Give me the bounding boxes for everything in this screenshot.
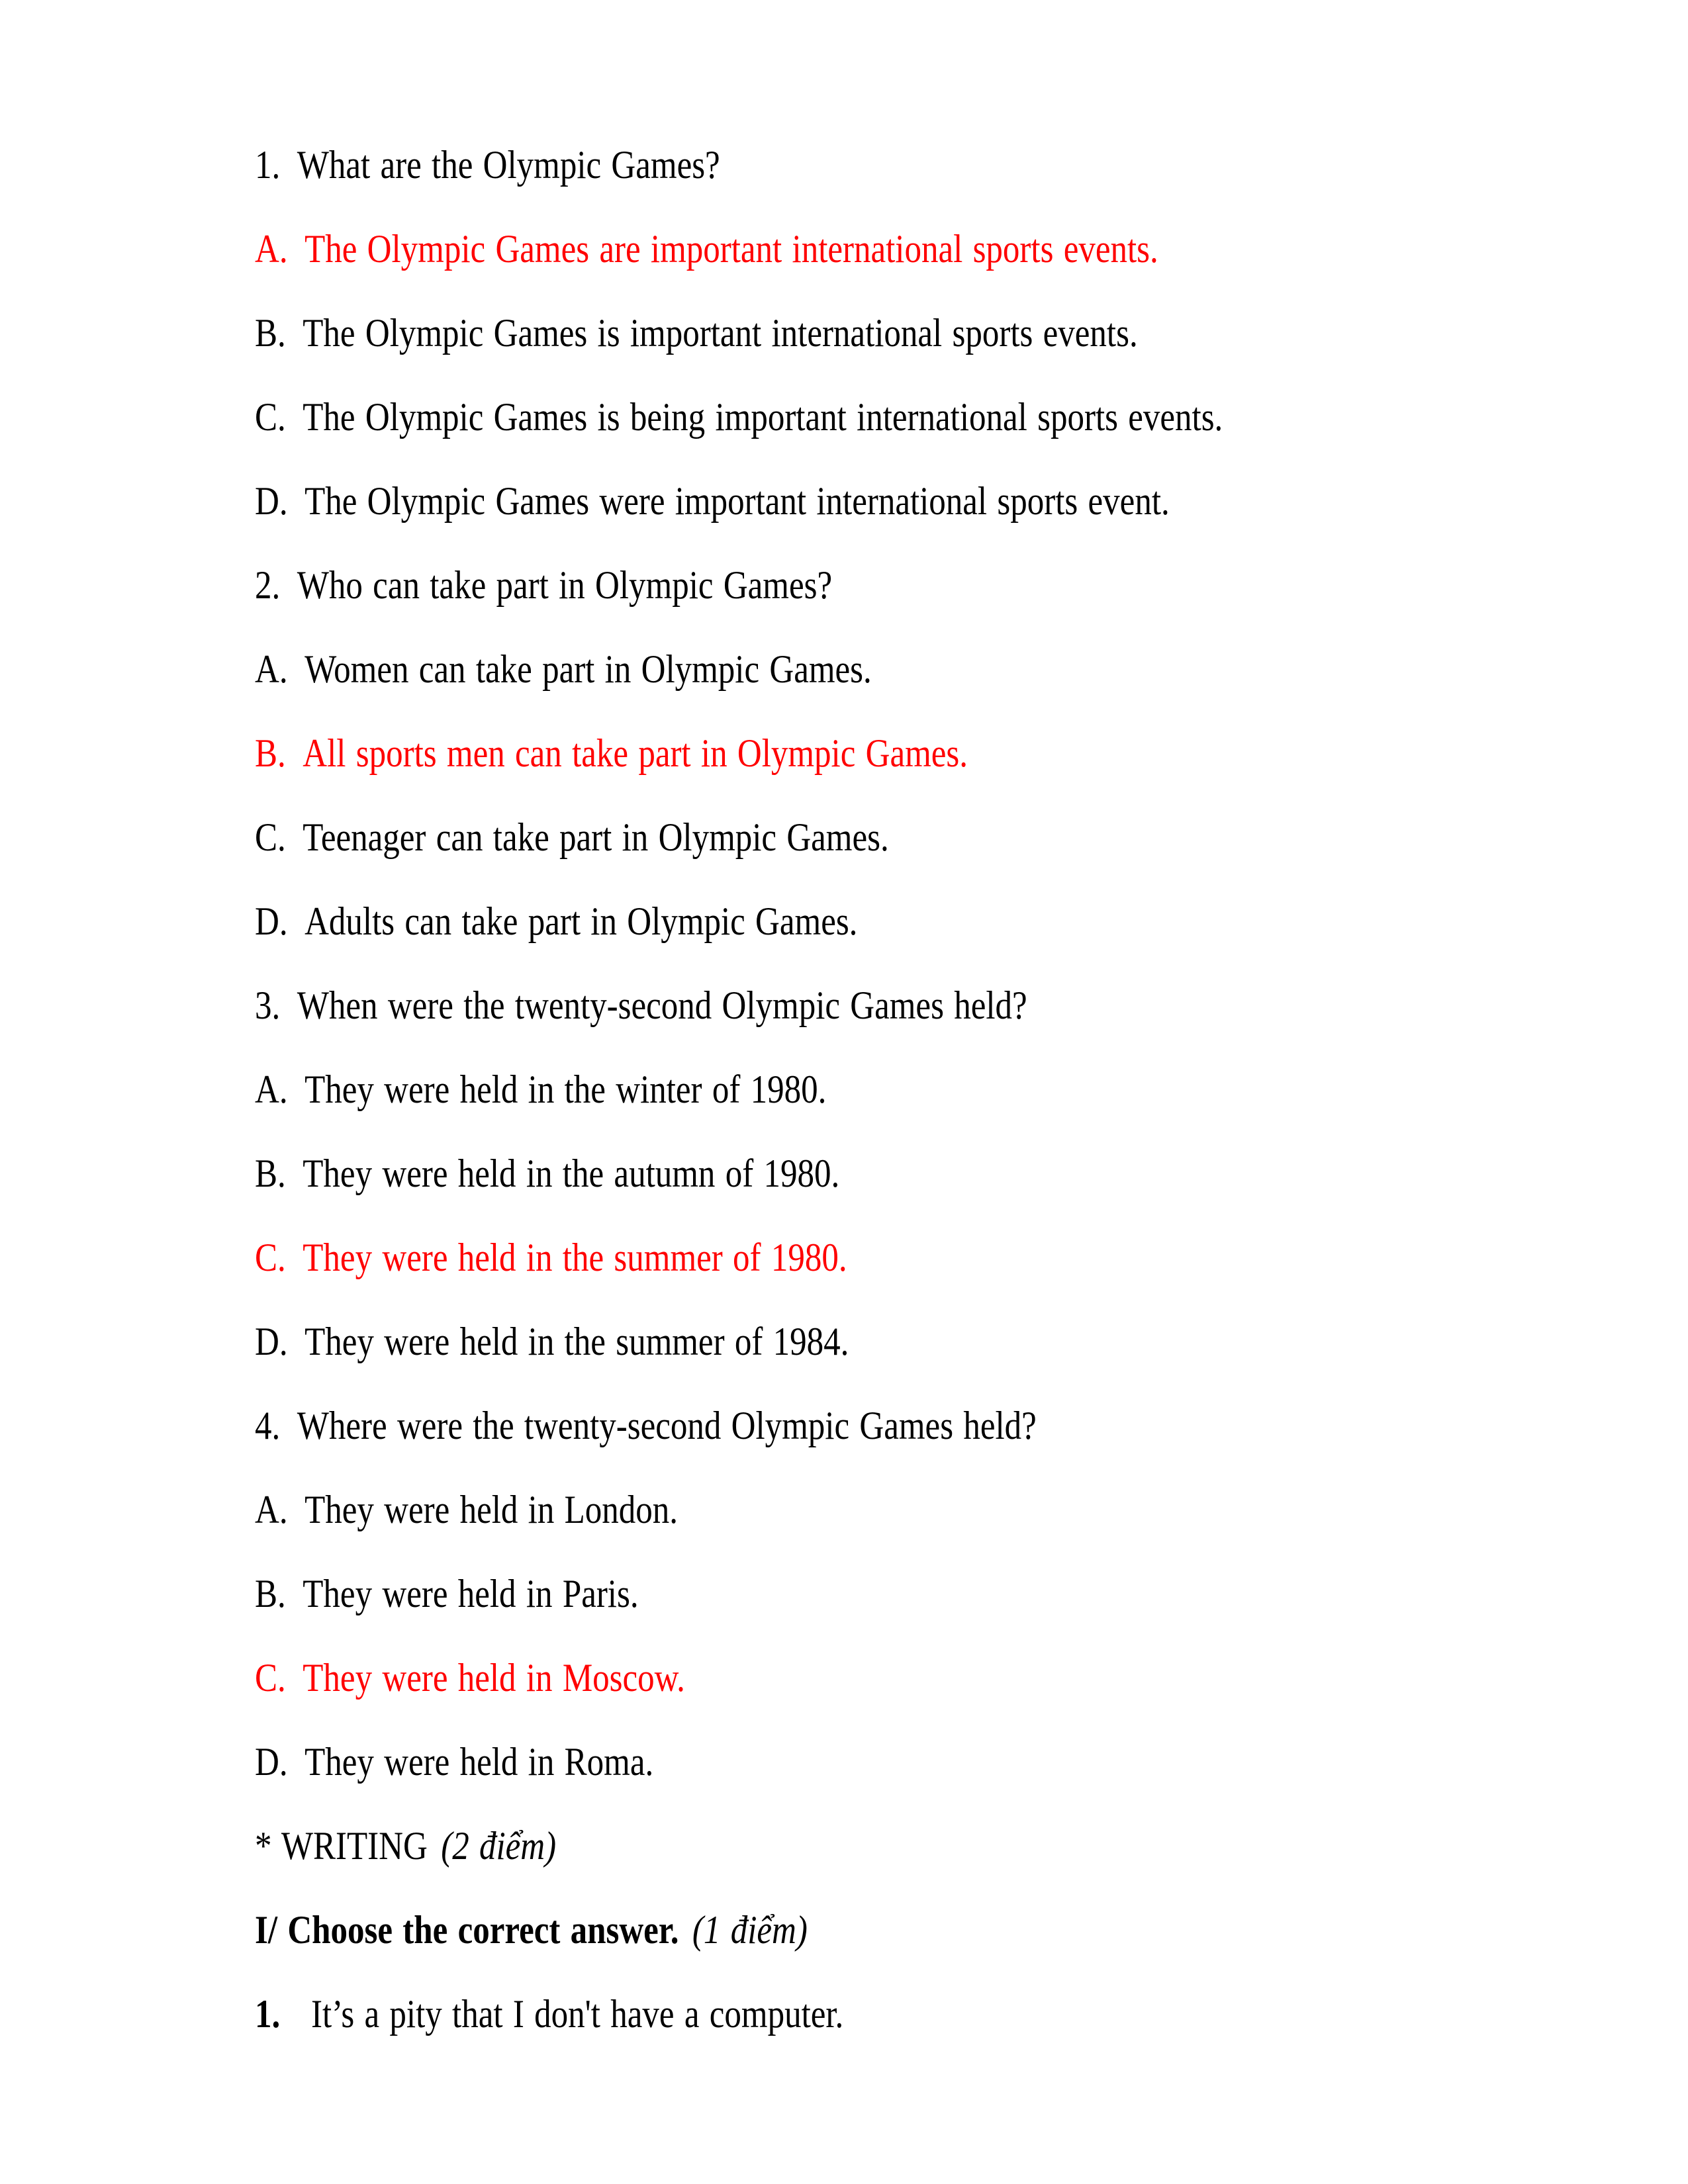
question-1-option-b — [255, 291, 1223, 375]
option-label: B. — [255, 731, 286, 775]
question-3-prompt — [255, 964, 1223, 1048]
option-text: Teenager can take part in Olympic Games. — [303, 815, 889, 859]
question-3-text: When were the twenty-second Olympic Games held? — [297, 983, 1027, 1027]
question-4-option-d — [255, 1720, 1223, 1804]
question-2-option-a — [255, 627, 1223, 711]
question-2-option-d — [255, 880, 1223, 964]
writing-header-points: (2 điểm) — [441, 1824, 557, 1868]
option-text: The Olympic Games is important international sports events. — [303, 311, 1138, 355]
option-text: They were held in the autumn of 1980. — [303, 1152, 840, 1195]
question-2-number: 2. — [255, 563, 281, 607]
writing-item-number: 1. — [255, 1992, 281, 2036]
question-2-prompt — [255, 543, 1223, 627]
question-1-option-a — [255, 207, 1223, 291]
question-2-option-c — [255, 796, 1223, 880]
question-2-option-b — [255, 711, 1223, 796]
writing-header-text: * WRITING — [255, 1824, 428, 1868]
option-text: They were held in Paris. — [303, 1572, 639, 1615]
option-label: C. — [255, 1656, 286, 1700]
option-label: A. — [255, 1068, 288, 1111]
option-label: C. — [255, 815, 286, 859]
question-4-option-c — [255, 1636, 1223, 1720]
writing-instruction-text: I/ Choose the correct answer. — [255, 1908, 679, 1952]
question-1-option-d — [255, 459, 1223, 543]
option-text: They were held in London. — [305, 1488, 679, 1531]
question-3-option-d — [255, 1300, 1223, 1384]
question-4-prompt — [255, 1384, 1223, 1468]
option-label: D. — [255, 899, 288, 943]
document-page — [255, 123, 1393, 2056]
question-4-number: 4. — [255, 1404, 281, 1447]
option-text: They were held in Moscow. — [303, 1656, 685, 1700]
question-1-option-c — [255, 375, 1223, 459]
question-4-option-a — [255, 1468, 1223, 1552]
option-label: A. — [255, 647, 288, 691]
question-3-number: 3. — [255, 983, 281, 1027]
question-1-text: What are the Olympic Games? — [297, 143, 720, 187]
question-2-text: Who can take part in Olympic Games? — [297, 563, 833, 607]
writing-instruction — [255, 1888, 1223, 1972]
option-text: Women can take part in Olympic Games. — [305, 647, 872, 691]
question-3-option-b — [255, 1132, 1223, 1216]
writing-section-header — [255, 1804, 1223, 1888]
option-label: A. — [255, 227, 288, 271]
option-text: All sports men can take part in Olympic Games. — [303, 731, 968, 775]
question-1-number: 1. — [255, 143, 281, 187]
option-label: A. — [255, 1488, 288, 1531]
option-text: They were held in the summer of 1984. — [305, 1320, 849, 1363]
option-label: B. — [255, 311, 286, 355]
option-label: D. — [255, 1320, 288, 1363]
writing-item-text: It’s a pity that I don't have a computer. — [311, 1992, 844, 2036]
question-3-option-c — [255, 1216, 1223, 1300]
option-label: C. — [255, 395, 286, 439]
option-label: D. — [255, 1740, 288, 1784]
question-1-prompt — [255, 123, 1223, 207]
question-3-option-a — [255, 1048, 1223, 1132]
option-text: The Olympic Games is being important international sports events. — [303, 395, 1223, 439]
writing-instruction-points: (1 điểm) — [692, 1908, 808, 1952]
option-label: C. — [255, 1236, 286, 1279]
option-text: They were held in Roma. — [305, 1740, 654, 1784]
option-text: They were held in the summer of 1980. — [303, 1236, 847, 1279]
question-4-option-b — [255, 1552, 1223, 1636]
option-label: B. — [255, 1572, 286, 1615]
option-text: The Olympic Games were important international sports event. — [305, 479, 1170, 523]
question-4-text: Where were the twenty-second Olympic Games held? — [297, 1404, 1037, 1447]
option-label: B. — [255, 1152, 286, 1195]
writing-item-1 — [255, 1972, 1223, 2056]
option-text: The Olympic Games are important international sports events. — [305, 227, 1158, 271]
option-text: They were held in the winter of 1980. — [305, 1068, 827, 1111]
option-label: D. — [255, 479, 288, 523]
option-text: Adults can take part in Olympic Games. — [305, 899, 858, 943]
